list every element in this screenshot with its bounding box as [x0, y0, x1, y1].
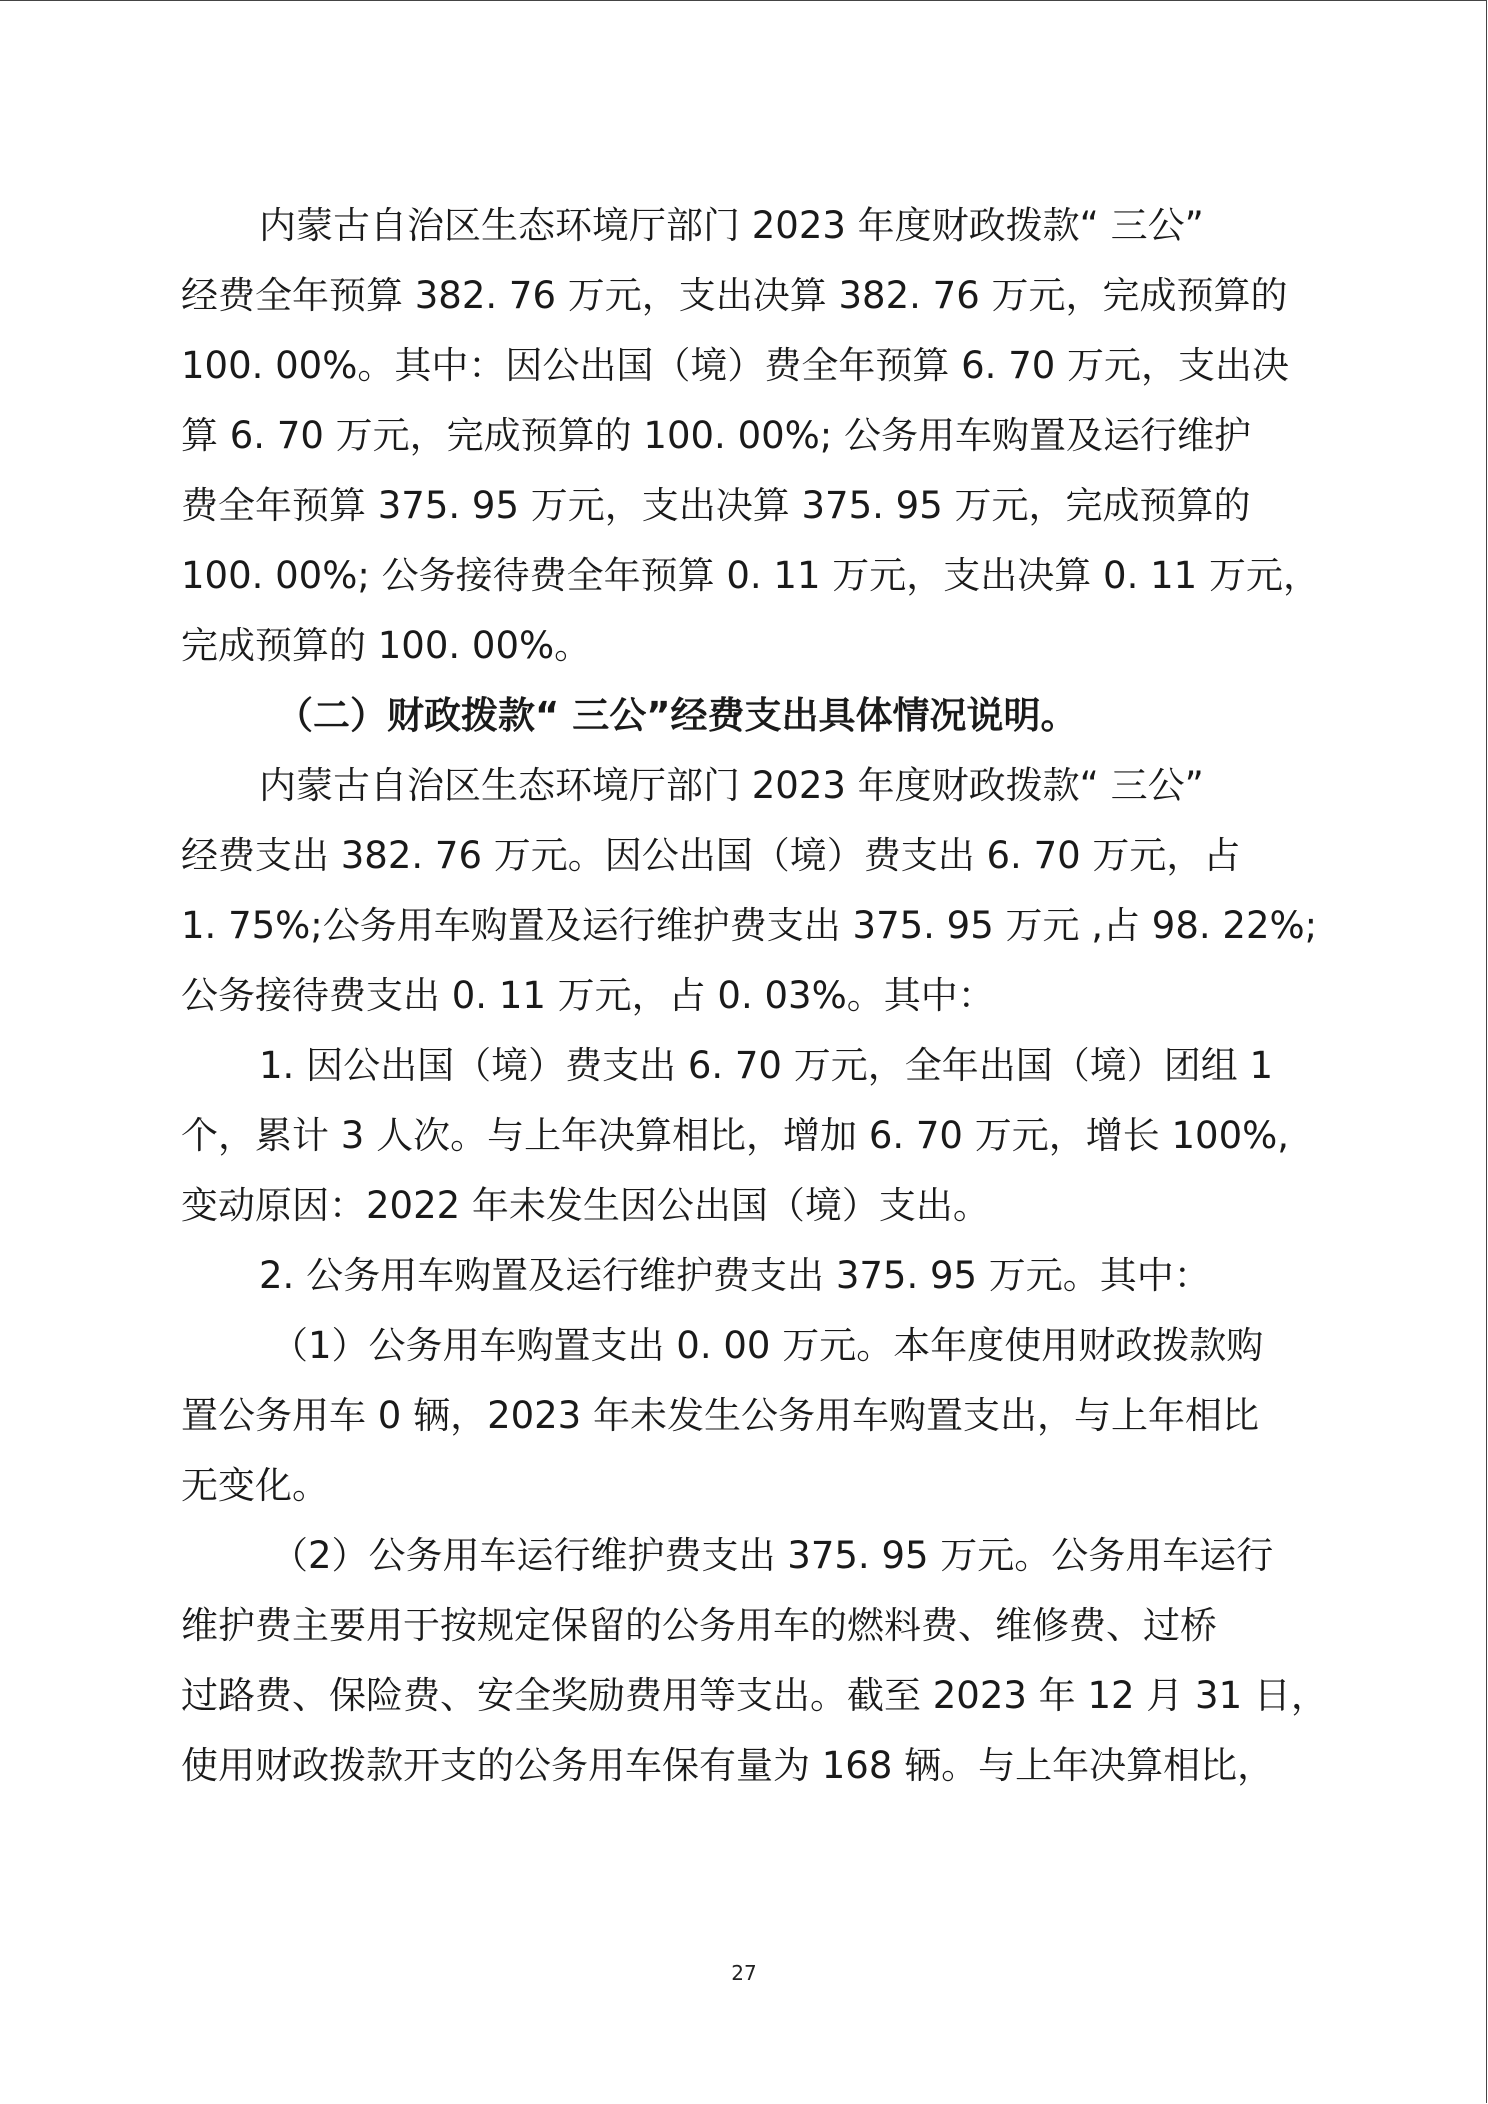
paragraph-1-line-6: 100. 00%; 公务接待费全年预算 0. 11 万元，支出决算 0. 11 万元， — [181, 554, 1320, 597]
paragraph-1-line-3: 100. 00%。其中：因公出国（境）费全年预算 6. 70 万元，支出决 — [181, 344, 1290, 387]
item-1-line-3: 变动原因：2022 年未发生因公出国（境）支出。 — [181, 1184, 990, 1227]
document-body — [181, 191, 1328, 1801]
paragraph-2-line-4: 公务接待费支出 0. 11 万元，占 0. 03%。其中： — [181, 974, 995, 1017]
paragraph-2-line-1: 内蒙古自治区生态环境厅部门 2023 年度财政拨款“ 三公” — [259, 764, 1204, 807]
item-2-2-line-3: 过路费、保险费、安全奖励费用等支出。截至 2023 年 12 月 31 日， — [181, 1674, 1328, 1717]
paragraph-1-line-4: 算 6. 70 万元，完成预算的 100. 00%; 公务用车购置及运行维护 — [181, 414, 1252, 457]
paragraph-2-line-2: 经费支出 382. 76 万元。因公出国（境）费支出 6. 70 万元，占 — [181, 834, 1241, 877]
item-2-2-line-1: （2）公务用车运行维护费支出 375. 95 万元。公务用车运行 — [271, 1534, 1274, 1577]
page-number: 27 — [731, 1961, 757, 1985]
item-2-2-line-4: 使用财政拨款开支的公务用车保有量为 168 辆。与上年决算相比， — [181, 1744, 1275, 1787]
paragraph-1-line-5: 费全年预算 375. 95 万元，支出决算 375. 95 万元，完成预算的 — [181, 484, 1251, 527]
paragraph-1-line-7: 完成预算的 100. 00%。 — [181, 624, 592, 667]
paragraph-2-line-3: 1. 75%;公务用车购置及运行维护费支出 375. 95 万元 ,占 98. 22%; — [181, 904, 1318, 947]
section-heading: （二）财政拨款“ 三公”经费支出具体情况说明。 — [276, 694, 1078, 737]
item-2-line-1: 2. 公务用车购置及运行维护费支出 375. 95 万元。其中： — [259, 1254, 1211, 1297]
item-2-1-line-1: （1）公务用车购置支出 0. 00 万元。本年度使用财政拨款购 — [271, 1324, 1264, 1367]
paragraph-1-line-1: 内蒙古自治区生态环境厅部门 2023 年度财政拨款“ 三公” — [259, 204, 1204, 247]
item-1-line-1: 1. 因公出国（境）费支出 6. 70 万元，全年出国（境）团组 1 — [259, 1044, 1274, 1087]
item-2-2-line-2: 维护费主要用于按规定保留的公务用车的燃料费、维修费、过桥 — [181, 1604, 1217, 1647]
item-2-1-line-3: 无变化。 — [181, 1464, 329, 1507]
item-1-line-2: 个，累计 3 人次。与上年决算相比，增加 6. 70 万元，增长 100%, — [181, 1114, 1290, 1157]
item-2-1-line-2: 置公务用车 0 辆，2023 年未发生公务用车购置支出，与上年相比 — [181, 1394, 1259, 1437]
paragraph-1-line-2: 经费全年预算 382. 76 万元，支出决算 382. 76 万元，完成预算的 — [181, 274, 1288, 317]
